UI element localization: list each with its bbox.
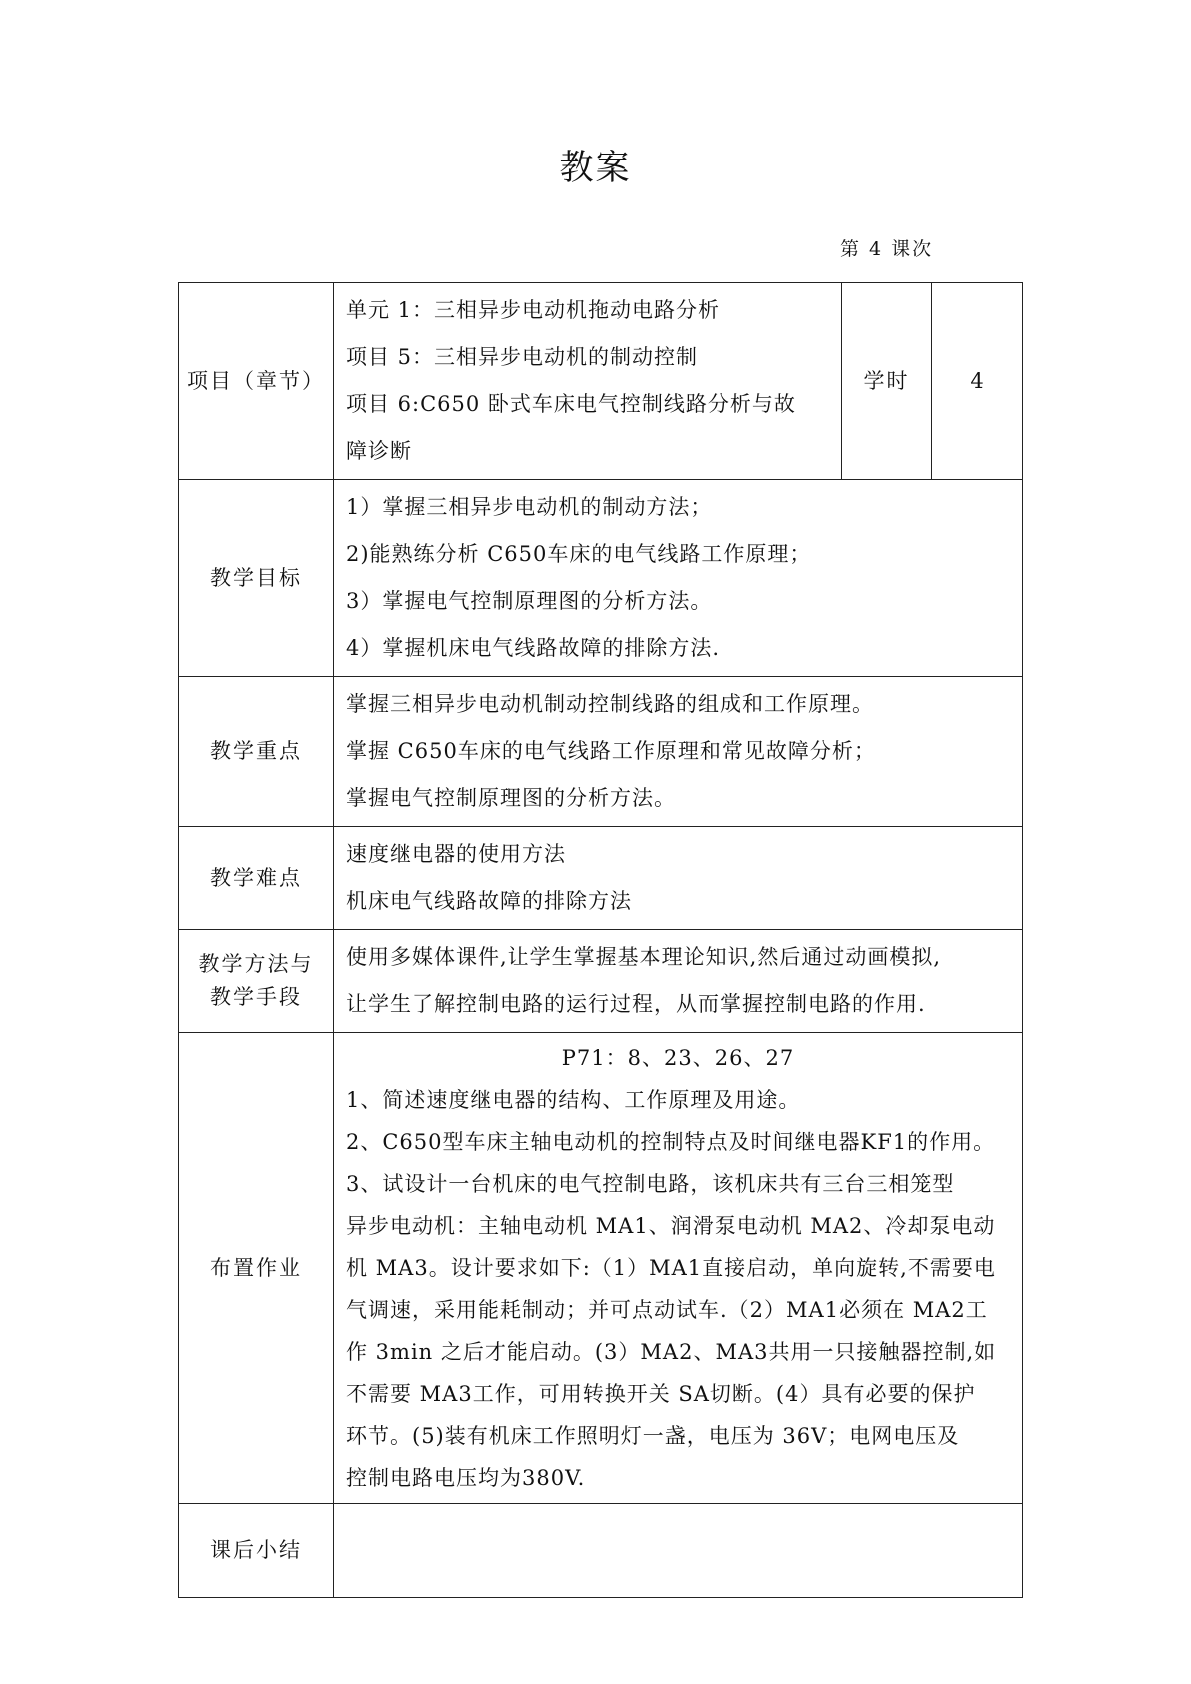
- difficulty-item: 机床电气线路故障的排除方法: [346, 889, 632, 913]
- row-homework: [179, 1033, 1023, 1504]
- objective-item: 2)能熟练分析 C650车床的电气线路工作原理；: [346, 542, 812, 566]
- key-point-item: 掌握电气控制原理图的分析方法。: [346, 786, 676, 810]
- methods-label-line: 教学方法与: [198, 952, 314, 977]
- lesson-number: 第 4 课次: [840, 238, 934, 260]
- method-item: 让学生了解控制电路的运行过程，从而掌握控制电路的作用.: [346, 992, 926, 1016]
- key-points-content: [334, 677, 1023, 827]
- objective-item: 1）掌握三相异步电动机的制动方法；: [346, 495, 713, 519]
- project-line: 单元 1：三相异步电动机拖动电路分析: [346, 298, 721, 322]
- homework-line: 2、C650型车床主轴电动机的控制特点及时间继电器KF1的作用。: [346, 1130, 996, 1154]
- summary-content[interactable]: [334, 1504, 1023, 1598]
- key-points-label: 教学重点: [179, 677, 334, 827]
- row-summary: [179, 1504, 1023, 1598]
- hours-value: 4: [932, 283, 1023, 480]
- homework-line: 作 3min 之后才能启动。(3）MA2、MA3共用一只接触器控制,如: [346, 1340, 997, 1364]
- row-key-points: [179, 677, 1023, 827]
- objective-item: 3）掌握电气控制原理图的分析方法。: [346, 589, 713, 613]
- hours-label: 学时: [842, 283, 932, 480]
- homework-line: 不需要 MA3工作，可用转换开关 SA切断。(4）具有必要的保护: [346, 1382, 976, 1406]
- row-objectives: [179, 480, 1023, 677]
- difficulty-item: 速度继电器的使用方法: [346, 842, 566, 866]
- homework-line: 控制电路电压均为380V.: [346, 1466, 586, 1490]
- row-project: [179, 283, 1023, 480]
- document-title: 教案: [559, 148, 632, 188]
- project-content: [334, 283, 842, 480]
- row-difficulties: [179, 827, 1023, 930]
- key-point-item: 掌握 C650车床的电气线路工作原理和常见故障分析；: [346, 739, 876, 763]
- homework-line: 机 MA3。设计要求如下:（1）MA1直接启动，单向旋转,不需要电: [346, 1256, 996, 1280]
- difficulties-label: 教学难点: [179, 827, 334, 930]
- homework-label: 布置作业: [179, 1033, 334, 1504]
- homework-line: 3、试设计一台机床的电气控制电路，该机床共有三台三相笼型: [346, 1172, 955, 1196]
- methods-content: [334, 930, 1023, 1033]
- homework-line: 环节。(5)装有机床工作照明灯一盏，电压为 36V；电网电压及: [346, 1424, 960, 1448]
- project-line: 障诊断: [346, 439, 412, 463]
- objectives-content: [334, 480, 1023, 677]
- row-methods: [179, 930, 1023, 1033]
- project-line: 项目 6:C650 卧式车床电气控制线路分析与故: [346, 392, 796, 416]
- methods-label-line: 教学手段: [210, 985, 302, 1009]
- homework-line: 异步电动机：主轴电动机 MA1、润滑泵电动机 MA2、冷却泵电动: [346, 1214, 996, 1238]
- methods-label: [179, 930, 334, 1033]
- method-item: 使用多媒体课件,让学生掌握基本理论知识,然后通过动画模拟,: [346, 945, 942, 969]
- homework-content: [334, 1033, 1023, 1504]
- lesson-plan-table: [178, 282, 1023, 1598]
- objective-item: 4）掌握机床电气线路故障的排除方法.: [346, 636, 721, 660]
- homework-line: 气调速，采用能耗制动；并可点动试车.（2）MA1必须在 MA2工: [346, 1298, 988, 1322]
- project-line: 项目 5：三相异步电动机的制动控制: [346, 345, 699, 369]
- key-point-item: 掌握三相异步电动机制动控制线路的组成和工作原理。: [346, 692, 874, 716]
- homework-line: 1、简述速度继电器的结构、工作原理及用途。: [346, 1088, 801, 1112]
- summary-label: 课后小结: [179, 1504, 334, 1598]
- homework-header: P71：8、23、26、27: [561, 1046, 795, 1070]
- project-label: 项目（章节）: [179, 283, 334, 480]
- difficulties-content: [334, 827, 1023, 930]
- objectives-label: 教学目标: [179, 480, 334, 677]
